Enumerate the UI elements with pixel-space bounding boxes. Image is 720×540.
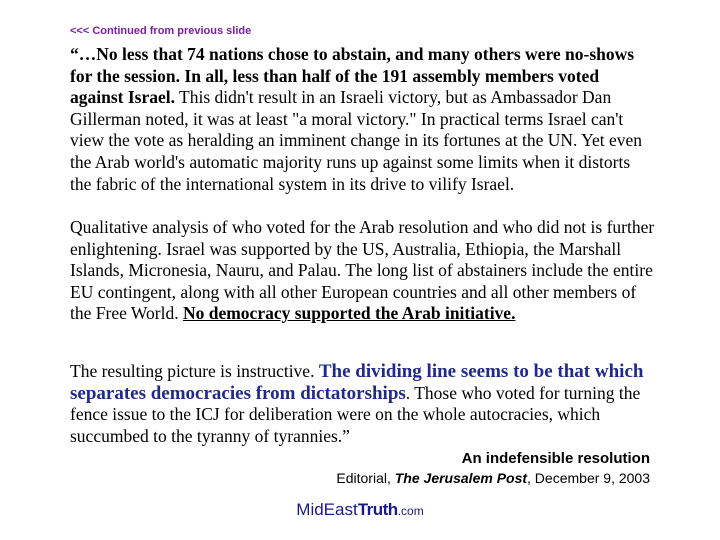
no-democracy-statement: No democracy supported the Arab initiative. bbox=[182, 303, 516, 324]
source-date: , December 9, 2003 bbox=[527, 470, 650, 486]
quote-paragraph-3 bbox=[70, 361, 655, 447]
logo-part-mideast: MidEast bbox=[296, 500, 358, 519]
continued-note: <<< Continued from previous slide bbox=[70, 25, 252, 37]
dividing-line-highlight: The dividing line seems to be that which separates democracies from dictatorships bbox=[70, 361, 644, 404]
source-citation bbox=[336, 470, 650, 486]
quote-opening-bold: “…No less that 74 nations chose to abstain, and many others were no-shows for the session. In all, less than half of the 191 assembly members voted against Israel. bbox=[70, 44, 635, 108]
source-publication: The Jerusalem Post bbox=[394, 470, 528, 486]
mideasttruth-logo[interactable] bbox=[0, 500, 720, 520]
quote-paragraph-3-rest: . Those who voted for turning the fence issue to the ICJ for deliberation were on the whole autocracies, which succumbed to the tyranny of tyrannies.” bbox=[70, 382, 641, 446]
quote-paragraph-2 bbox=[70, 217, 655, 325]
quote-paragraph-3-lead: The resulting picture is instructive. bbox=[70, 361, 319, 381]
logo-part-com: .com bbox=[397, 504, 424, 518]
source-prefix: Editorial, bbox=[336, 470, 395, 486]
quote-paragraph-1-rest: This didn't result in an Israeli victory, but as Ambassador Dan Gillerman noted, it was at least "a moral victory." In practical terms Israel can't view the vote as heralding an imminent change in its fortunes at the UN. Yet even the Arab world's automatic majority runs up against some limits when it distorts the fabric of the international system in its drive to vilify Israel. bbox=[70, 87, 643, 194]
logo-part-truth: Truth bbox=[357, 500, 398, 519]
quote-paragraph-1 bbox=[70, 44, 655, 195]
quote-paragraph-2-text: Qualitative analysis of who voted for the Arab resolution and who did not is further enlightening. Israel was supported by the US, Australia, Ethiopia, the Marshall Islands, Micronesia, Nauru, and Palau. The long list of abstainers include the entire EU contingent, along with all other European countries and all other members of the Free World. bbox=[70, 217, 655, 324]
source-article-title: An indefensible resolution bbox=[461, 450, 650, 467]
